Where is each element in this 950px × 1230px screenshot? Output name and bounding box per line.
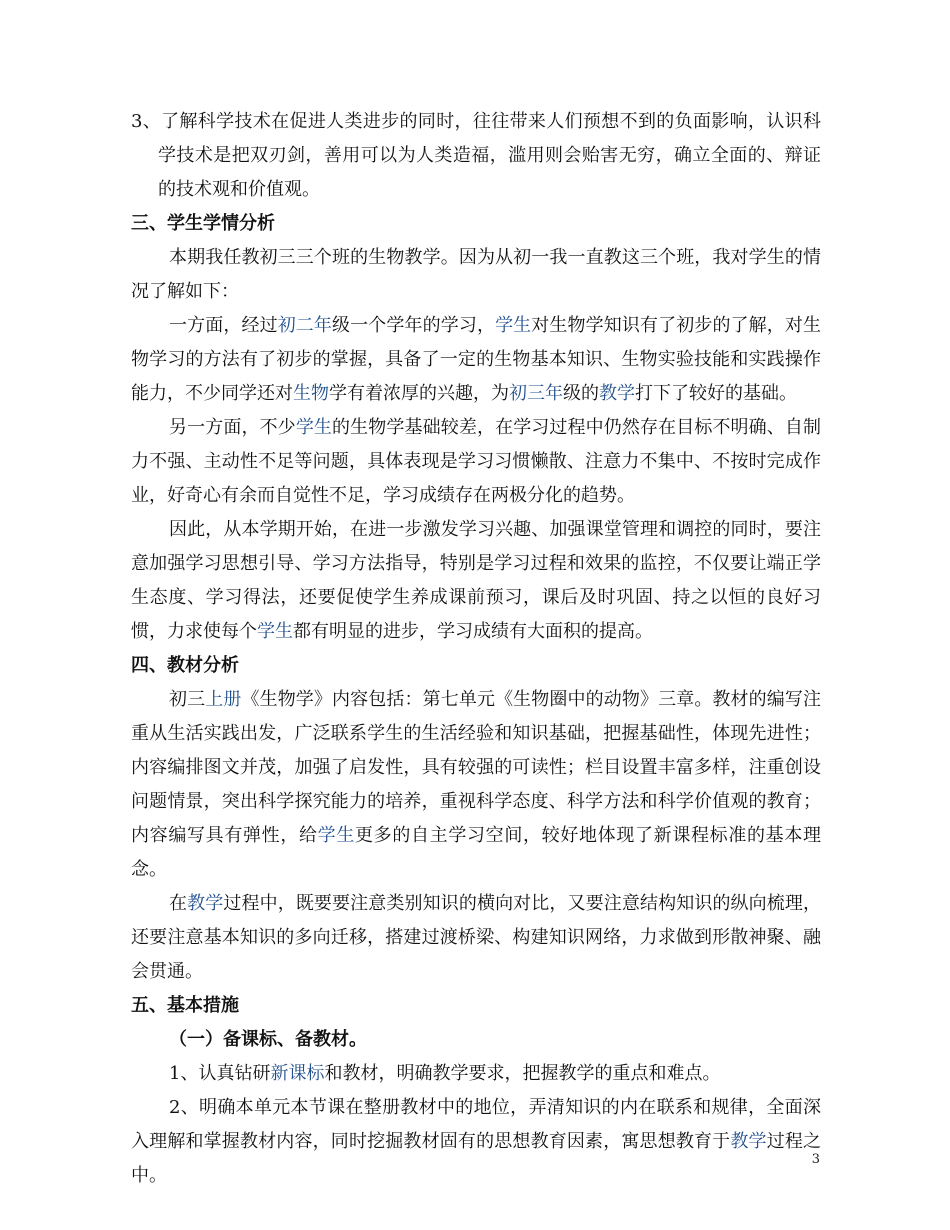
text-run: 对生物学知识有了初步的了解，对生物学习的方法有了初步的掌握，具备了一定的生物基本知识、生物实验技能和实践操作能力，不少同学还对 [131, 315, 822, 404]
text-run: 本期我任教初三三个班的生物教学。因为从初一我一直教这三个班，我对学生的情况了解如下： [131, 247, 821, 302]
text-run: 打下了较好的基础。 [635, 383, 797, 404]
keyword-link[interactable]: 学生 [257, 621, 293, 642]
text-run: 3、了解科学技术在促进人类进步的同时，往往带来人们预想不到的负面影响，认识科学技术是把双刃剑，善用可以为人类造福，滥用则会贻害无穷，确立全面的、辩证的技术观和价值观。 [131, 111, 821, 200]
keyword-link[interactable]: 教学 [599, 383, 635, 404]
paragraph [131, 887, 821, 989]
paragraph [131, 309, 821, 411]
subsection-heading: （一）备课标、备教材。 [169, 1029, 367, 1050]
paragraph [131, 1057, 821, 1091]
text-run: 一方面，经过 [169, 315, 278, 336]
section-heading: 四、教材分析 [131, 655, 239, 676]
text-run: 2、明确本单元本节课在整册教材中的地位，弄清知识的内在联系和规律，全面深入理解和掌握教材内容，同时挖掘教材固有的思想教育因素，寓思想教育于 [131, 1097, 821, 1152]
paragraph [131, 241, 821, 309]
paragraph [131, 411, 821, 513]
text-run: 更多的自主学习空间，较好地体现了新课程标准的基本理念。 [131, 825, 822, 880]
keyword-link[interactable]: 学生 [317, 825, 356, 846]
text-run: 都有明显的进步，学习成绩有大面积的提高。 [293, 621, 653, 642]
keyword-link[interactable]: 学生 [495, 315, 532, 336]
paragraph [131, 1091, 821, 1193]
text-run: 《生物学》内容包括：第七单元《生物圈中的动物》三章。教材的编写注重从生活实践出发，广泛联系学生的生活经验和知识基础，把握基础性，体现先进性；内容编排图文并茂，加强了启发性，具有较强的可读性；栏目设置丰富多样，注重创设问题情景，突出科学探究能力的培养，重视科学态度、科学方法和科学价值观的教育；内容编写具有弹性，给 [131, 689, 822, 846]
paragraph [131, 105, 821, 207]
section-heading: 三、学生学情分析 [131, 213, 275, 234]
text-run: 初三 [169, 689, 206, 710]
keyword-link[interactable]: 教学 [730, 1131, 767, 1152]
section-heading: 五、基本措施 [131, 995, 239, 1016]
text-run: 的生物学基础较差，在学习过程中仍然存在目标不明确、自制力不强、主动性不足等问题，具体表现是学习习惯懒散、注意力不集中、不按时完成作业，好奇心有余而自觉性不足，学习成绩存在两极分化的趋势。 [131, 417, 822, 506]
page-number: 3 [811, 1152, 820, 1167]
keyword-link[interactable]: 新课标 [270, 1063, 325, 1084]
text-run: 另一方面，不少 [169, 417, 296, 438]
keyword-link[interactable]: 初二年 [277, 315, 333, 336]
keyword-link[interactable]: 生物 [293, 383, 329, 404]
keyword-link[interactable]: 学生 [295, 417, 333, 438]
text-run: 学有着浓厚的兴趣，为 [329, 383, 509, 404]
paragraph [131, 683, 821, 887]
text-run: 过程中，既要要注意类别知识的横向对比，又要注意结构知识的纵向梳理，还要注意基本知识的多向迁移，搭建过渡桥梁、构建知识网络，力求做到形散神聚、融会贯通。 [131, 893, 822, 982]
text-run: 1、认真钻研 [169, 1063, 271, 1084]
text-run: 因此，从本学期开始，在进一步激发学习兴趣、加强课堂管理和调控的同时，要注意加强学习思想引导、学习方法指导，特别是学习过程和效果的监控，不仅要让端正学生态度、学习得法，还要促使学生养成课前预习，课后及时巩固、持之以恒的良好习惯，力求使每个 [131, 519, 821, 642]
text-run: 级一个学年的学习， [332, 315, 496, 336]
text-run: 级的 [563, 383, 599, 404]
text-run: 过程之中。 [131, 1131, 822, 1186]
keyword-link[interactable]: 教学 [187, 893, 224, 914]
keyword-link[interactable]: 初三年 [509, 383, 563, 404]
keyword-link[interactable]: 上册 [205, 689, 242, 710]
document-body [131, 105, 821, 1193]
text-run: 和教材，明确教学要求，把握教学的重点和难点。 [324, 1063, 721, 1084]
paragraph [131, 513, 821, 649]
text-run: 在 [169, 893, 188, 914]
